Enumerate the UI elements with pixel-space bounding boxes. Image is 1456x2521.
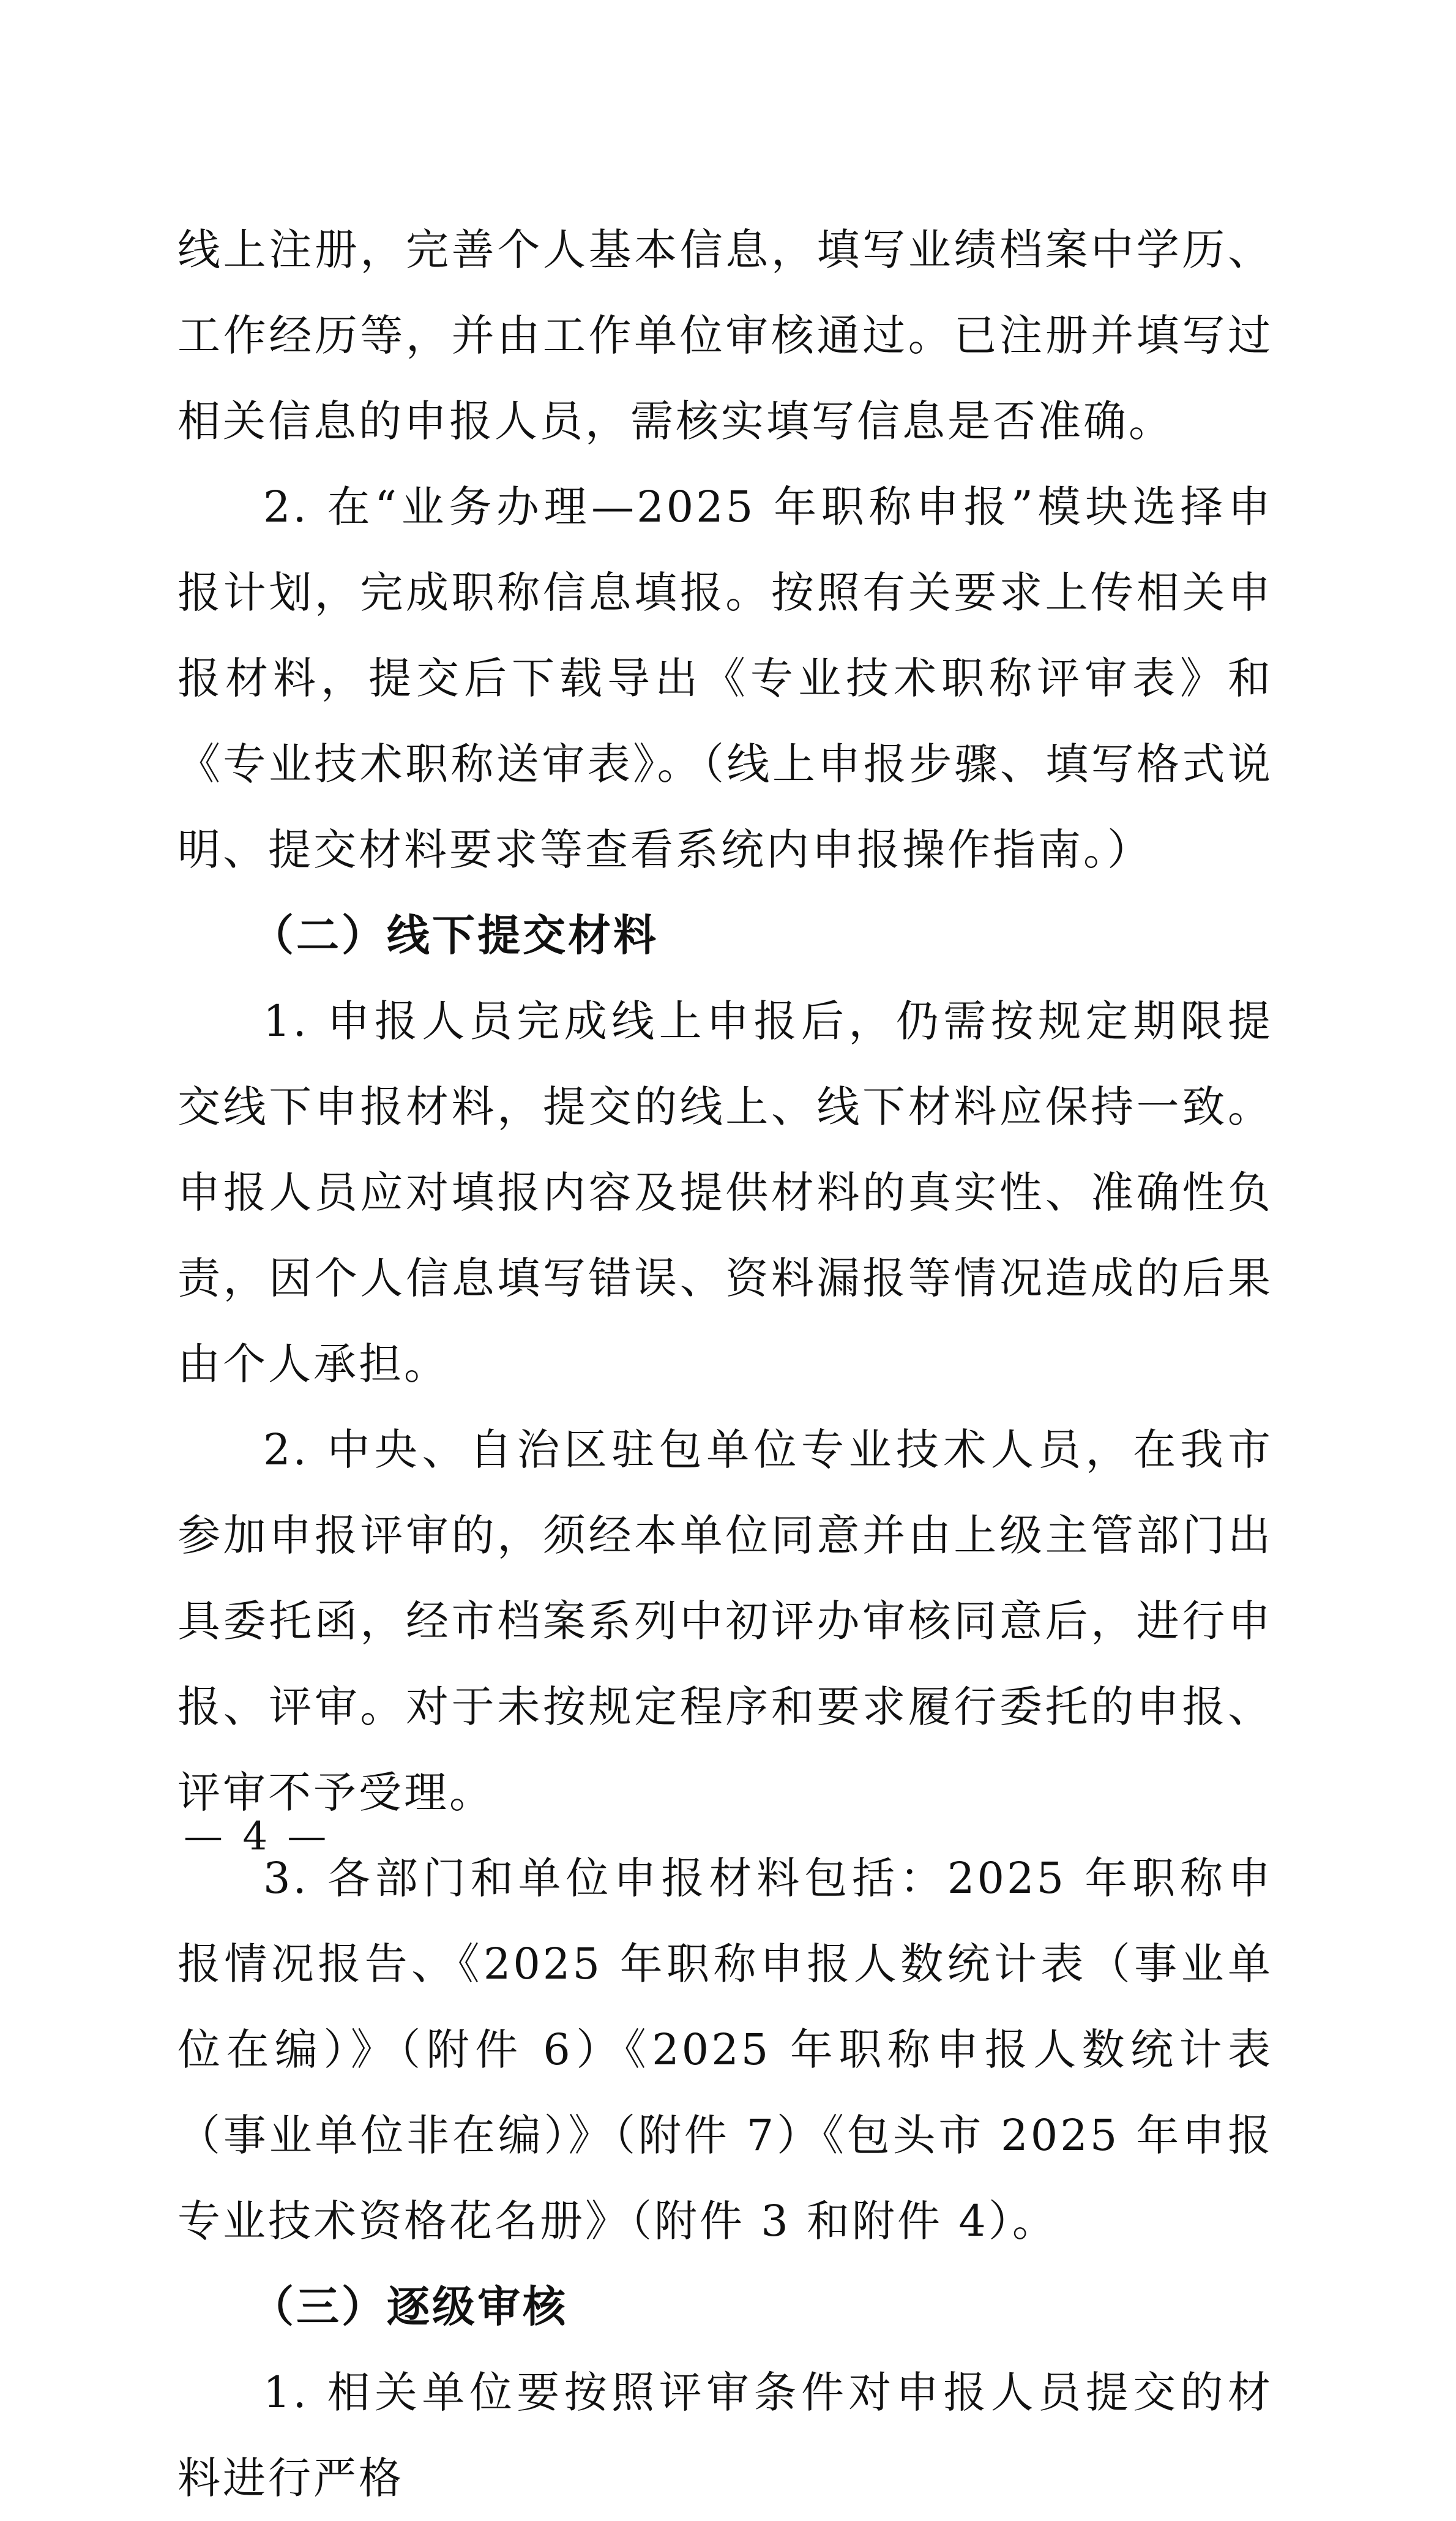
section-heading-offline-materials: （二）线下提交材料	[251, 910, 659, 961]
paragraph-online-step-2: 2. 在“业务办理—2025 年职称申报”模块选择申报计划，完成职称信息填报。按照有关要求上传相关申报材料，提交后下载导出《专业技术职称评审表》和《专业技术职称送审表》。（线上申报步骤、填写格式说明、提交材料要求等查看系统内申报操作指南。）	[177, 482, 1273, 875]
paragraph-offline-step-2: 2. 中央、自治区驻包单位专业技术人员，在我市参加申报评审的，须经本单位同意并由上级主管部门出具委托函，经市档案系列中初评办审核同意后，进行申报、评审。对于未按规定程序和要求履行委托的申报、评审不予受理。	[177, 1425, 1273, 1818]
document-body	[177, 207, 1273, 2521]
page-number: — 4 —	[184, 1814, 330, 1859]
paragraph-offline-step-3: 3. 各部门和单位申报材料包括：2025 年职称申报情况报告、《2025 年职称申报人数统计表（事业单位在编）》（附件 6）《2025 年职称申报人数统计表（事业单位非在编）》（附件 7）《包头市 2025 年申报专业技术资格花名册》（附件 3 和附件 4）。	[177, 1853, 1273, 2246]
paragraph-review-step-1: 1. 相关单位要按照评审条件对申报人员提交的材料进行严格	[177, 2367, 1273, 2503]
section-heading-level-review: （三）逐级审核	[251, 2281, 568, 2332]
paragraph-continuation: 线上注册，完善个人基本信息，填写业绩档案中学历、工作经历等，并由工作单位审核通过。已注册并填写过相关信息的申报人员，需核实填写信息是否准确。	[177, 225, 1273, 446]
paragraph-offline-step-1: 1. 申报人员完成线上申报后，仍需按规定期限提交线下申报材料，提交的线上、线下材料应保持一致。申报人员应对填报内容及提供材料的真实性、准确性负责，因个人信息填写错误、资料漏报等情况造成的后果由个人承担。	[177, 996, 1273, 1389]
